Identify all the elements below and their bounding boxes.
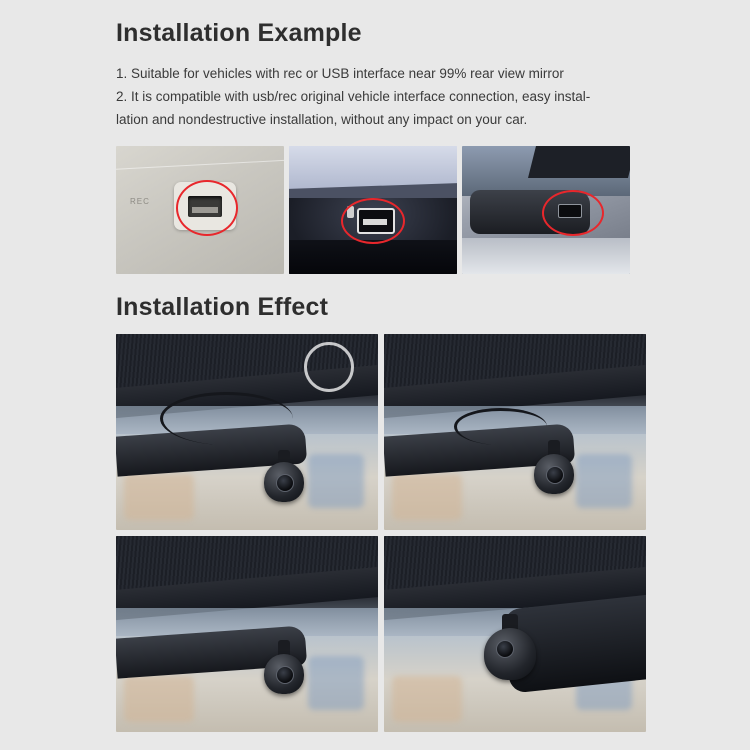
installation-example-photo-row xyxy=(116,146,631,274)
scene-blur-left xyxy=(392,474,462,520)
power-cable xyxy=(454,408,547,445)
scene-blur-right xyxy=(308,454,364,508)
example-photo-mirror-base-port xyxy=(462,146,630,274)
highlight-circle-icon xyxy=(176,180,238,236)
trim-line xyxy=(116,158,284,169)
scene-blur-left xyxy=(124,474,194,520)
dash-camera xyxy=(264,654,304,694)
mirror-shadow xyxy=(289,240,457,274)
scene-blur-left xyxy=(392,676,462,722)
page-title: Installation Example xyxy=(116,19,362,47)
rec-port-label: REC xyxy=(130,196,150,206)
effect-photo-4 xyxy=(384,536,646,732)
description-line-1: 1. Suitable for vehicles with rec or USB interface near 99% rear view mirror xyxy=(116,66,564,81)
scene-blur-left xyxy=(124,676,194,722)
description-line-3: lation and nondestructive installation, without any impact on your car. xyxy=(116,112,528,128)
highlight-circle-icon xyxy=(341,198,405,244)
car-logo-icon xyxy=(304,342,354,392)
scene-blur-right xyxy=(576,454,632,508)
dash-camera xyxy=(484,628,536,680)
power-cable xyxy=(160,392,293,445)
effect-photo-1 xyxy=(116,334,378,530)
effect-photo-2 xyxy=(384,334,646,530)
highlight-circle-icon xyxy=(542,190,604,236)
description-line-2: 2. It is compatible with usb/rec original vehicle interface connection, easy instal- xyxy=(116,89,591,105)
effect-photo-3 xyxy=(116,536,378,732)
dashboard-area xyxy=(462,238,630,274)
installation-effect-photo-grid xyxy=(116,334,646,732)
example-photo-rec-port xyxy=(116,146,284,274)
scene-blur-right xyxy=(308,656,364,710)
section-title-installation-effect: Installation Effect xyxy=(116,292,329,321)
description-block xyxy=(116,62,640,132)
example-photo-usb-port xyxy=(289,146,457,274)
roof-lining xyxy=(528,146,630,178)
dash-camera xyxy=(264,462,304,502)
dash-camera xyxy=(534,454,574,494)
